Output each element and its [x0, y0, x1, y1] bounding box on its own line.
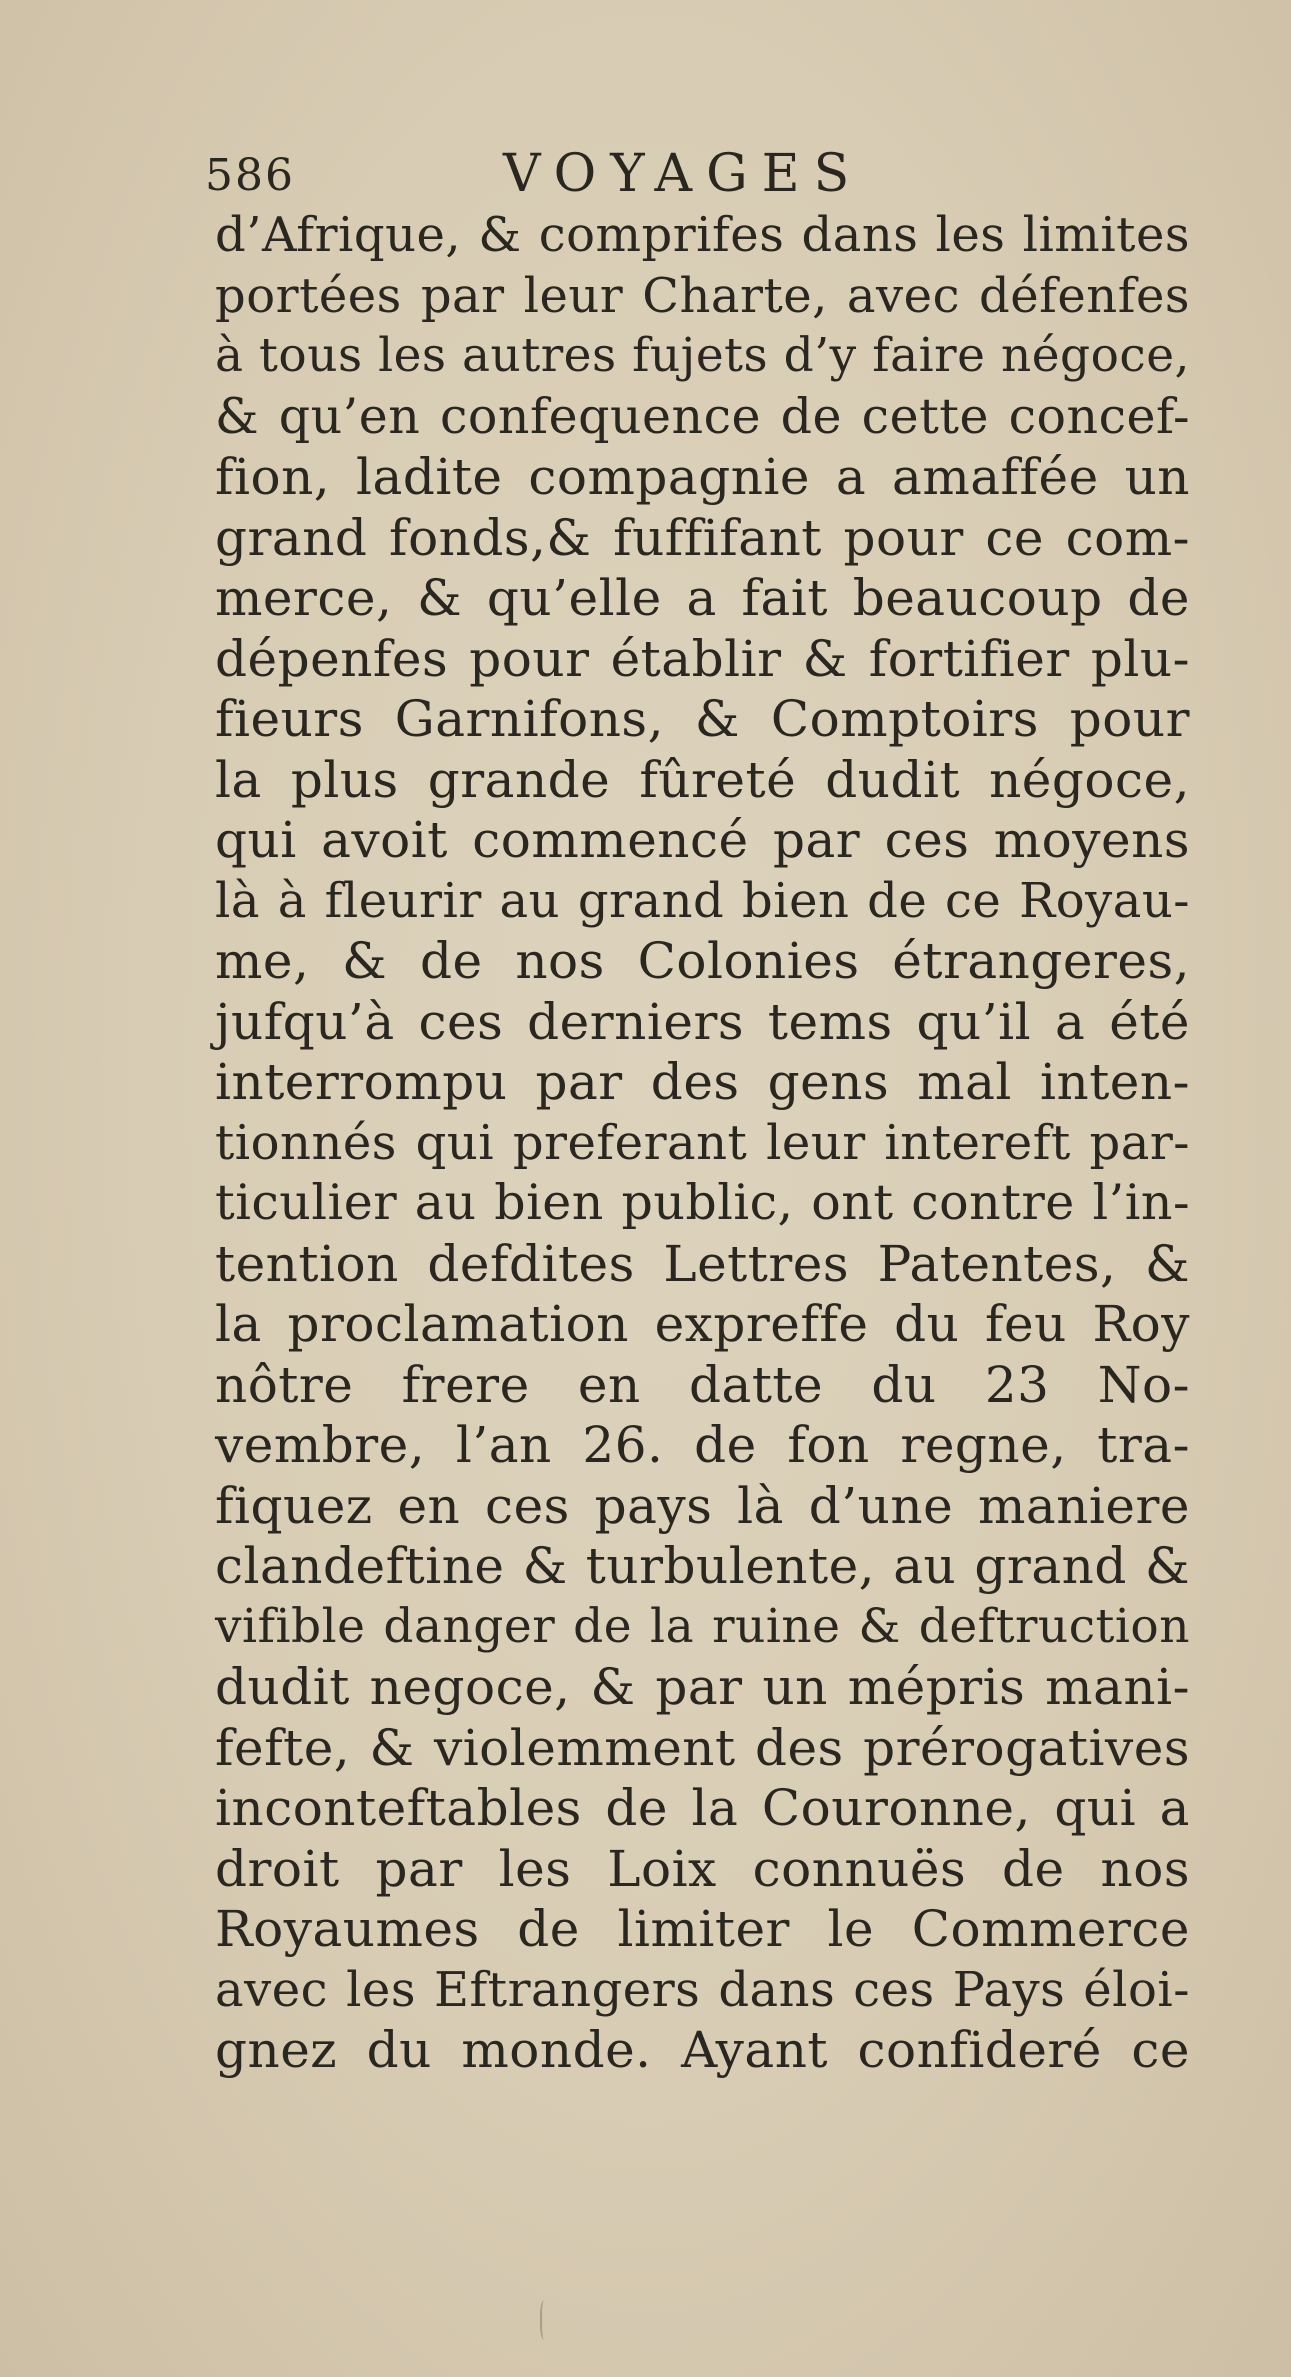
text-line: la proclamation expreffe du feu Roy — [215, 1295, 1190, 1353]
page-number: 586 — [205, 150, 295, 201]
text-line: fion, ladite compagnie a amaffée un — [215, 448, 1190, 506]
text-line: vembre, l’an 26. de fon regne, tra- — [215, 1416, 1190, 1474]
text-line: qui avoit commencé par ces moyens — [215, 811, 1190, 869]
text-line: la plus grande fûreté dudit négoce, — [215, 750, 1190, 809]
text-line: fieurs Garnifons, & Comptoirs pour — [215, 690, 1190, 748]
text-line: merce, & qu’elle a fait beaucoup de — [215, 569, 1190, 627]
text-line: me, & de nos Colonies étrangeres, — [215, 932, 1190, 990]
paper-fold-mark — [540, 2300, 550, 2340]
text-line: d’Afrique, & comprifes dans les limites — [215, 207, 1190, 263]
text-line: vifible danger de la ruine & deftruction — [215, 1598, 1190, 1654]
text-line: dépenfes pour établir & fortifier plu- — [215, 629, 1190, 688]
text-line: avec les Eftrangers dans ces Pays éloi- — [215, 1961, 1190, 2018]
text-line: à tous les autres fujets d’y faire négoce, — [215, 328, 1190, 383]
text-line: ticulier au bien public, ont contre l’in- — [215, 1174, 1190, 1231]
text-line: gnez du monde. Ayant confideré ce — [215, 2021, 1190, 2079]
text-line: & qu’en confequence de cette concef- — [215, 387, 1190, 445]
body-text — [215, 205, 1190, 2081]
page-header — [205, 144, 1105, 210]
text-line: tionnés qui preferant leur intereft par- — [215, 1114, 1190, 1171]
text-line: fefte, & violemment des prérogatives — [215, 1718, 1190, 1777]
text-line: inconteftables de la Couronne, qui a — [215, 1779, 1190, 1837]
text-line: portées par leur Charte, avec défenfes — [215, 267, 1190, 324]
running-head: VOYAGES — [503, 144, 864, 204]
text-line: tention defdites Lettres Patentes, & — [215, 1234, 1190, 1293]
text-line: fiquez en ces pays là d’une maniere — [215, 1476, 1190, 1535]
text-line: là à fleurir au grand bien de ce Royau- — [215, 872, 1190, 929]
text-line: dudit negoce, & par un mépris mani- — [215, 1658, 1190, 1716]
text-line: clandeftine & turbulente, au grand & — [215, 1537, 1190, 1595]
text-line: Royaumes de limiter le Commerce — [215, 1900, 1190, 1958]
text-line: grand fonds,& fuffifant pour ce com- — [215, 508, 1190, 567]
text-line: jufqu’à ces derniers tems qu’il a été — [215, 992, 1190, 1051]
text-line: droit par les Loix connuës de nos — [215, 1839, 1190, 1898]
text-line: nôtre frere en datte du 23 No- — [215, 1355, 1190, 1414]
text-line: interrompu par des gens mal inten- — [215, 1053, 1190, 1111]
